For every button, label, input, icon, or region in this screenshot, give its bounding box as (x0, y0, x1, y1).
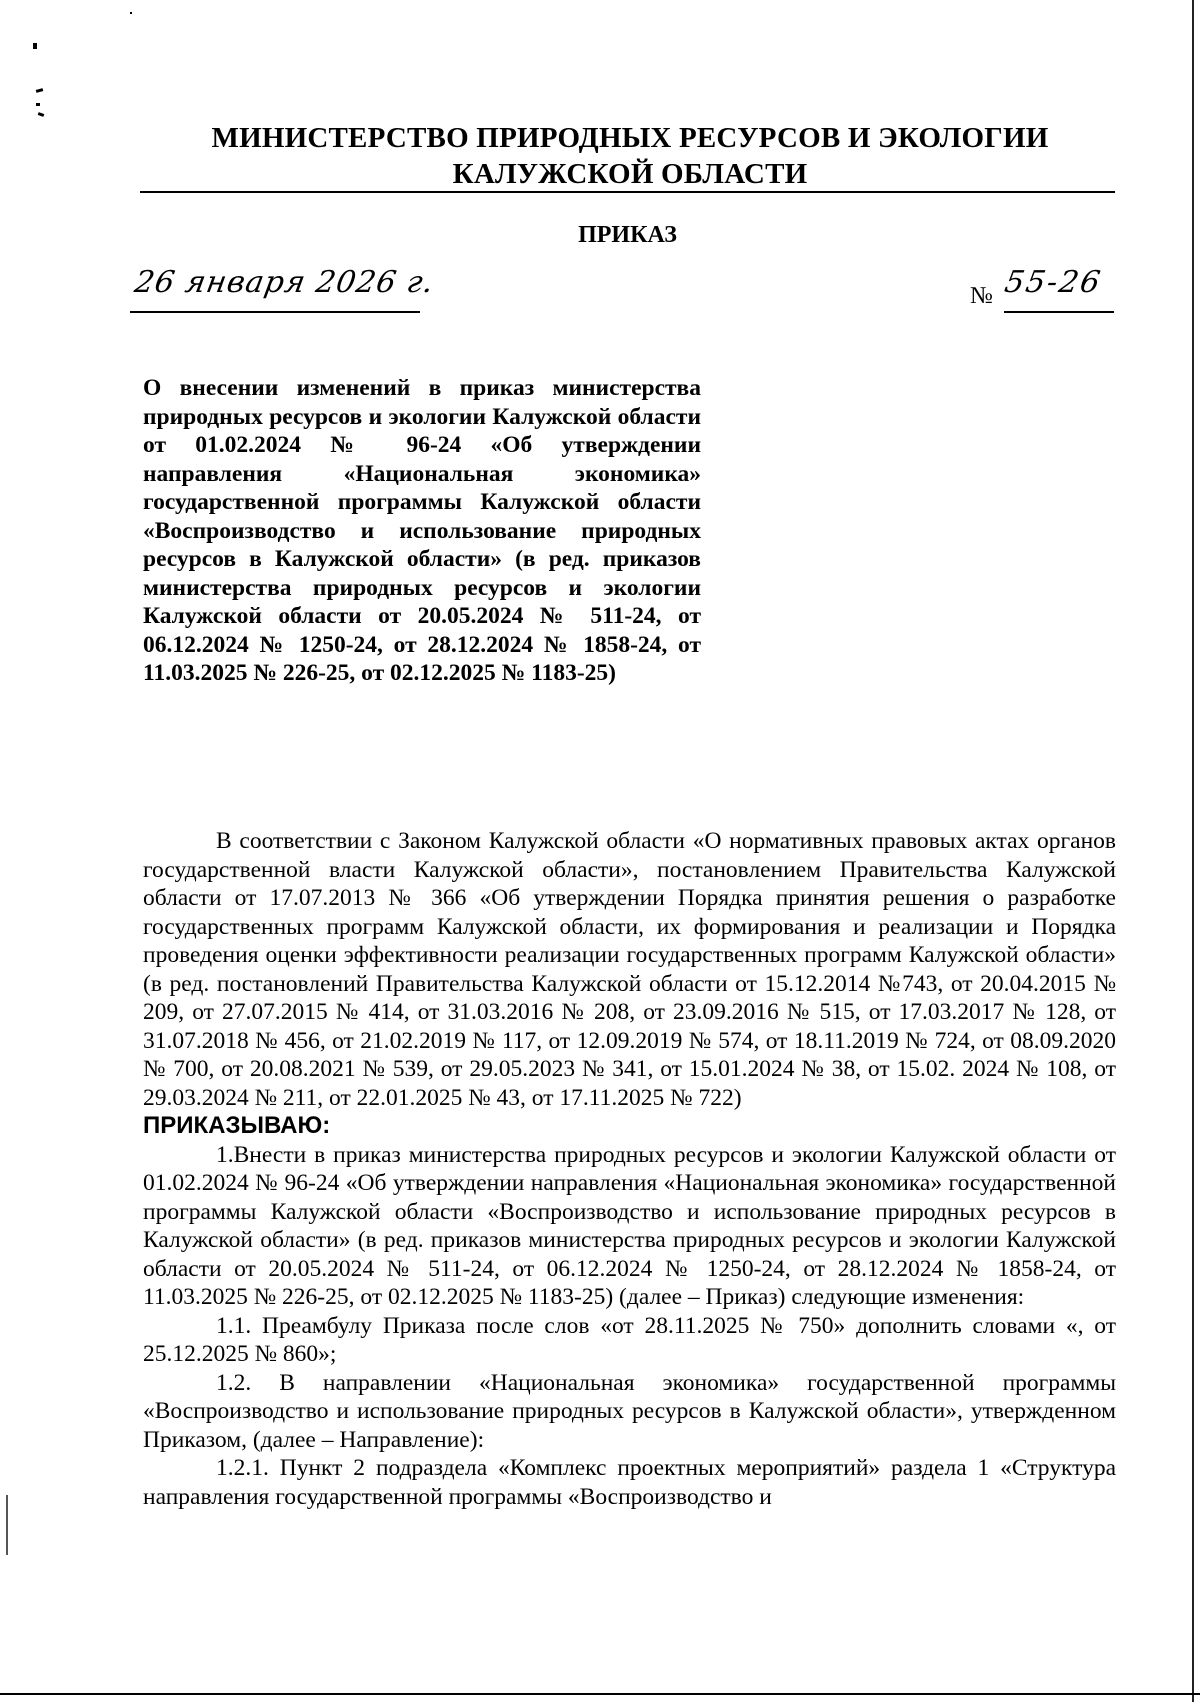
item-1-2-paragraph: 1.2. В направлении «Национальная экономика» государственной программы «Воспроизводство и использование природных ресурсов в Калужской области», утвержденном Приказом, (далее – Направление): (143, 1369, 1116, 1453)
scan-edge-bottom (0, 1693, 1200, 1695)
preamble-paragraph: В соответствии с Законом Калужской области «О нормативных правовых актах органов государственной власти Калужской области», постановлением Правительства Калужской области от 17.07.2013 № 366 «Об утверждении Порядка принятия решения о разработке государственных программ Калужской области, их формирования и реализации и Порядка проведения оценки эффективности реализации государственных программ Калужской области» (в ред. постановлений Правительства Калужской области от 15.12.2014 №743, от 20.04.2015 № 209, от 27.07.2015 № 414, от 31.03.2016 № 208, от 23.09.2016 № 515, от 17.03.2017 № 128, от 31.07.2018 № 456, от 21.02.2019 № 117, от 12.09.2019 № 574, от 18.11.2019 № 724, от 08.09.2020 № 700, от 20.08.2021 № 539, от 29.05.2023 № 341, от 15.01.2024 № 38, от 15.02. 2024 № 108, от 29.03.2024 № 211, от 22.01.2025 № 43, от 17.11.2025 № 722) (143, 828, 1116, 1111)
scan-speck (36, 88, 44, 93)
scan-speck (38, 112, 45, 117)
header-rule (140, 191, 1115, 193)
date-underline (130, 311, 420, 313)
order-subject: О внесении изменений в приказ министерства природных ресурсов и экологии Калужской области от 01.02.2024 № 96-24 «Об утверждении направления «Национальная экономика» государственной программы Калужской области «Воспроизводство и использование природных ресурсов в Калужской области» (в ред. приказов министерства природных ресурсов и экологии Калужской области от 20.05.2024 № 511-24, от 06.12.2024 № 1250-24, от 28.12.2024 № 1858-24, от 11.03.2025 № 226-25, от 02.12.2025 № 1183-25) (143, 375, 701, 686)
item-1-paragraph: 1.Внести в приказ министерства природных ресурсов и экологии Калужской области от 01.02.2024 № 96-24 «Об утверждении направления «Национальная экономика» государственной программы Калужской области «Воспроизводство и использование природных ресурсов в Калужской области» (в ред. приказов министерства природных ресурсов и экологии Калужской области от 20.05.2024 № 511-24, от 06.12.2024 № 1250-24, от 28.12.2024 № 1858-24, от 11.03.2025 № 226-25, от 02.12.2025 № 1183-25) (далее – Приказ) следующие изменения: (143, 1141, 1116, 1310)
order-title: ПРИКАЗ (578, 222, 677, 248)
decree-heading: ПРИКАЗЫВАЮ: (143, 1112, 331, 1139)
ministry-name-line2: КАЛУЖСКОЙ ОБЛАСТИ (452, 158, 808, 190)
scan-speck (36, 103, 40, 106)
order-body (143, 827, 1116, 1511)
order-number-label: № (970, 283, 993, 309)
item-1-1-paragraph: 1.1. Преамбулу Приказа после слов «от 28.11.2025 № 750» дополнить словами «, от 25.12.2025 № 860»; (143, 1312, 1116, 1367)
item-1-2-1-paragraph: 1.2.1. Пункт 2 подраздела «Комплекс проектных мероприятий» раздела 1 «Структура направления государственной программы «Воспроизводство и (143, 1455, 1116, 1510)
ministry-name-line1: МИНИСТЕРСТВО ПРИРОДНЫХ РЕСУРСОВ И ЭКОЛОГИИ (211, 122, 1049, 154)
scan-speck (33, 43, 37, 49)
number-underline (1004, 311, 1114, 313)
scan-speck (130, 12, 132, 14)
scan-edge-right (1192, 0, 1194, 1702)
ministry-header (140, 120, 1120, 192)
scan-edge-mark (6, 1495, 8, 1555)
order-date: 26 января 2026 г. (131, 265, 437, 300)
order-number: 55-26 (1001, 265, 1105, 300)
